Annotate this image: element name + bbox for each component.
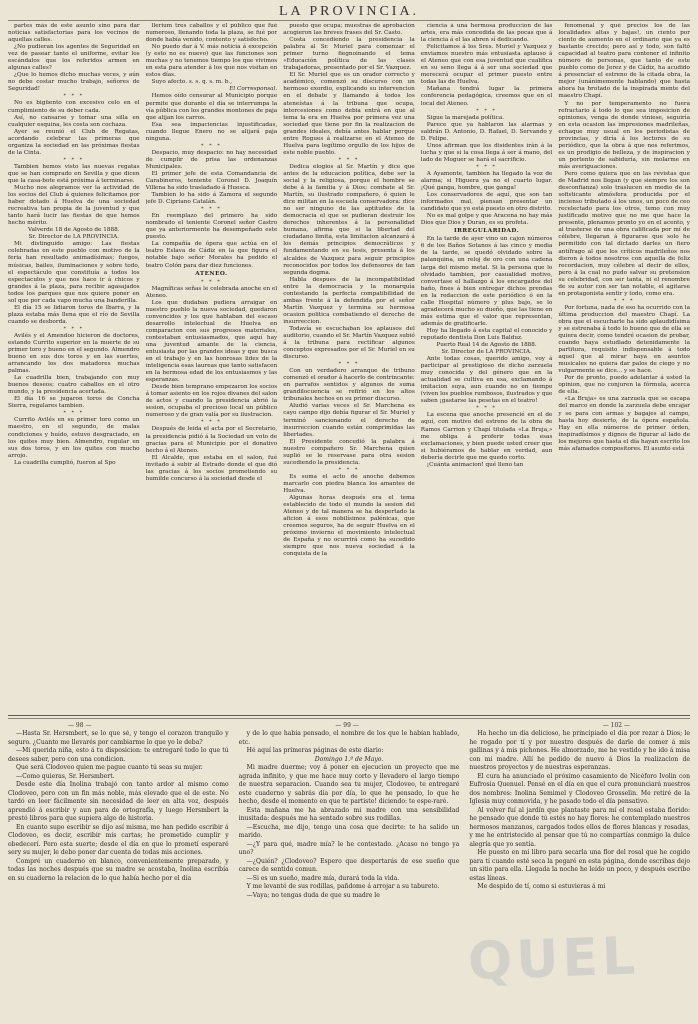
paragraph: Que será Clodoveo quien me pague cuanto tú seas su mujer. — [16, 764, 203, 771]
section-ornament: * * * — [201, 419, 222, 426]
paragraph: Domingo 1.º de Mayo. — [314, 755, 384, 763]
paragraph: llerium tres caballos y el público que fué numeroso, llenando toda la plaza, se fué por donde había venido, contento y satisfecho. — [145, 23, 278, 44]
paragraph: Me despido de tí, como si estuvieras á mi — [477, 883, 606, 890]
section-ornament: * * * — [201, 142, 222, 149]
masthead-title: LA PROVINCIA. — [278, 4, 420, 19]
paragraph: ciencia á una hermosa produccion de las artes, era más concedida de las pocas que á la ciencia á el las abren sí dedicando. — [420, 23, 553, 44]
folio-left: — 98 — — [68, 722, 92, 729]
paragraph: En reemplazo del primero ha sido nombrado el teniente Coronel señor Castro que ya anteriormente ha desempeñado este puesto. — [145, 213, 278, 241]
paragraph: Después de leida el acta por el Secretario, la presidencia pidió á la Sociedad un voto de gracias para el Municipio por el donativo hecho á el Ateneo. — [145, 426, 278, 454]
section-ornament: * * * — [338, 361, 360, 368]
paragraph: ¿Que lo hemos dicho muchas veces, y aún no debe costar mucho trabajo, señores de Seguridad! — [8, 72, 140, 93]
paragraph: Ante todas cosas, querido amigo, voy á participar al prestigioso de dicho zarzuela muy conocida y del género que en la actualidad se cultiva en esa, exclamando á imitacion suya, aun cuando no en tiempo (viven los pueblos rumbosos, ilustrados y que saben ¡gastarse las pesetas en el teatro! — [420, 356, 553, 405]
paragraph: En cuanto supo escribir se dijo así misma, me han pedido escribir á Clodoveo, es decir, escribir mis cartas; he prometido cumplir y obedecerí. Pero esta suerte; desde el día en que lo prometí esperaré sery su mujer, le debo poner dar cuenta de todas mis acciones. — [8, 823, 229, 856]
paragraph: Por fortuna, nada de eso ha ocurrido con la última produccion del maestro Chapí. La obra que el escucharle ha sido aplaudidísima y se estrenaba á todo lo bueno que de ella se quiera decir, como tendré ocasion de probar, cuando haya estudiado detenidamente la partitura, requisito indispensable á todo aquel que al mirar haya en asuntos musicales no quiera dar palos de ciego y no vulgarmente se dice... y se hace. — [558, 304, 690, 375]
paragraph: Esa sea impaciencias injustificadas, cuando llegue Enero no se alijará paja ninguna. — [145, 121, 278, 142]
news-column-1 — [8, 23, 140, 713]
paragraph: El día 15 se lidiaron toros de Ibarra, y la plaza estaba más llena que el río de Sevilla cuando se desborda. — [8, 304, 140, 325]
paragraph: ¡Cuánta animacion! qué lleno tan — [426, 461, 524, 468]
paragraph: Felicitamos á los Sres. Muriel y Vazquez y enviamos nuestro más entusiasta aplauso á el Ateneo que con esa juventud que cualifica en su seno llega á á ser una sociedad que merecerá ocupar el primer puesto entre todas las de Huelva. — [420, 44, 553, 86]
paragraph: —¿Quién? ¿Clodoveo? Espero que despertarás de ese sueño que carece de sentido comun. — [238, 857, 460, 873]
paragraph: El Corresponsal. — [229, 86, 278, 93]
paragraph: Mucho nos alegramos ver la actividad de los socios del Club á quienes felicitamos por haber dotado á Huelva de una sociedad recreativa tan propia de la juventud y que tanto hará lucir las fiestas de que hemos hecho mérito. — [8, 184, 140, 227]
paragraph: Desde bien temprano empezaron los socios á tomar asiento en los rojos divanes del salon de actos y cuando la presidencia abrió la sesion, ocupaba el precioso local un público numeroso y de gran valía por su ilustracion. — [145, 384, 278, 419]
paragraph: Con un verdadero arranque de tribuno comenzó el orador á hacerlo de contrincante: en parrafos sentidos y algunos de suma grandilocuencia se refirió en los altos tribunales hechos en su primer discurso. — [283, 368, 415, 403]
section-ornament: * * * — [63, 410, 85, 417]
paragraph: Magníficas señas le celebrada anoche en el Ateneo. — [145, 285, 278, 299]
paragraph: El cura ha anunciado el próximo casamiento de Nicéforo Ivolin con Eufrosia Quenuel. Pensé en el día en que el cura pronunciará nuestros dos nombres: Inolina Semimel y Clodoveo Grosselin. Me retiré de la Iglesia muy conmovida, y he pasado todo el día pensativo. — [469, 772, 690, 805]
folio-middle: — 99 — — [335, 722, 359, 729]
paragraph: y de lo que había pensado, el nombre de los que le habían hablado, etc. — [238, 730, 460, 746]
paragraph: Al volver fuí al jardín que plantaste para mí el rosal estaba florido: he pensado que donde tú estés no hay flores: he contemplado nuestros hermosos manzanos, cargados todos ellos de flores blancas y rosadas, y me he entristecido al pensar que tú no compartías conmigo la dulce alegría que yo sentía. — [469, 806, 690, 848]
paragraph: Todavía se escuchaban los aplausos del auditorio, cuando el Sr. Martín Vazquez subió á la tribuna para rectificar algunos conceptos expresados por el Sr. Muriel en su discurso. — [283, 325, 415, 361]
section-ornament: * * * — [201, 278, 222, 285]
section-ornament: * * * — [338, 156, 360, 163]
paragraph: El primer jefe de esta Comandancia de Carabineros, teniente Coronel D. Joaquín Villena ha sido trasladado á Huesca. — [145, 170, 278, 192]
section-ornament: * * * — [476, 107, 497, 114]
paragraph: Por de pronto, puedo adelantar á usted la opinion, que no conjuren la fórmula, acerca de ella. — [558, 375, 690, 396]
section-ornament: * * * — [476, 163, 497, 170]
paragraph: Ha hecho un día delicioso, he principiado el día por rezar á Dios; le he rogado por tí y por nuestro después de darle de comer á mis gallinas y á mis pichones. He almorzado, me he vestido y he ido á misa con mi madre. Allí he pedido de nuevo á Dios la realizacion de nuestros proyectos y de nuestras esperanzas. — [469, 730, 690, 771]
news-column-5 — [558, 23, 690, 713]
section-divider — [8, 715, 690, 719]
paragraph: Habla despues de la incompatibilidad entre la democracia y la monarquía contestando la perfecta compatibilidad de ambas frente á la defendida por el señor Martín Vazquez y termina su hermosa ocasion politica combatiendo el derecho de insurreccion. — [283, 276, 415, 325]
section-ornament: * * * — [63, 93, 85, 100]
paragraph: Tambien hemos visto las nuevas regatas que se han comprado en Sevilla y que dicen que la casa-bote está próxima á terminarse. — [8, 163, 140, 184]
paragraph: Compré un cuaderno en blanco, convenientemente preparado, y todas las noches después que su madre se acostaba, Inolina escribía en su cuaderno la relacion de lo que había hecho por el día — [8, 857, 229, 882]
paragraph: Es suma el acto de anoche debemos marcarlo con piedra blanca los amantes de Huelva. — [283, 473, 415, 494]
paragraph: Parece que ya hablaron las alarmas y saldrán D. Antonio, D. Rafael, D. Servando y D. Felipe. — [420, 121, 553, 142]
paragraph: —Mi querida niña, esto á tu disposicion: te entregaré todo lo que tú desees saber, pero con una condicion. — [8, 747, 229, 763]
paragraph: puesto que ocupa; muestras de aprobación acogieron las breves frases del Sr. Casto. — [283, 23, 415, 37]
paragraph: Hé aquí las primeras páginas de este diario: — [246, 747, 384, 754]
folletin-section — [8, 730, 690, 1024]
paragraph: En la tarde de ayer vino un cajon números 6 de los Baños Sotanos á las cinco y media de la tarde, se quedó olvidado sobre la palanquina, un reloj de oro con una cadena larga del mismo metal. Si la persona que lo olvidado tambien, por casualidad motivo, convertase el hallazgo á los encargados del baño, fines á bien entregar dichos prendas en la redaccion de este periódico ó en la calle Hospital número y plus bajo, se lo agradecerá mucho su dueño, que las tiene en más estima que el valor que representan, además de gratificarle. — [420, 236, 553, 327]
paragraph: Costa concediendo la presidencia la palabra al Sr. Muriel para comenzar el primer turno fiegnoinando el tema «Educación política de las clases trabajadoras, presentado por el Sr. Vazquez. — [283, 37, 415, 72]
paragraph: La cuadrilla bien, trabajando con muy buenos deseos; cuatro caballos en el otro mundo, y la presidencia acertada. — [8, 375, 140, 396]
paragraph: Mi distinguido amigo: Las fiestas celebradas en este pueblo con motivo de la feria han resultado animadísimas; fuegos, músicas, bailes, iluminaciones y sobre todo, el espectáculo que constituía a todos los espectaculos y que nos hace ir á chicos y grandes á la plaza, para recibir agasajados todos los parques que nos quiere poner en sol que por cada vapo mucha una banderilla. — [8, 241, 140, 304]
news-column-2 — [146, 23, 278, 713]
news-section — [8, 20, 690, 713]
paragraph: El Alcalde, que estaba en el salon, fué invitado á subir al Estrado donde el que dió las gracias á los socios prometiendo su humilde concurso á la sociedad desde el — [145, 454, 278, 482]
paragraph: Tambien lo ha sido á Zamora el segundo jefe D. Cipriano Catalán. — [145, 192, 278, 206]
folletin-page-numbers — [8, 721, 690, 730]
folletin-column-3 — [469, 730, 690, 1024]
library-stamp: QUEL — [467, 926, 641, 993]
paragraph: No es mal golpe y que Aracena no hay más Dios que Dios y Duran, es su profeta. — [420, 213, 553, 227]
paragraph: No es bigüento con excesivo celo en el cumplimiento de su deber cada. — [8, 100, 140, 114]
folletin-column-2 — [239, 730, 460, 1024]
paragraph: Mañana tendrá lugar la primera conferencia pedagógica, creemos que en el local del Ateneo. — [420, 86, 553, 107]
paragraph: Algunas horas después era el tema establecido de todo el mundo la sesion del Ateneo y de tal manera se ha despertado la aficion á esos nobilísimos palénicas, que creemos seguros, ha de seguir Huelva en el próximo invierno el movimiento intelectual de España y no ocurrirá como ha sucedido siempre que nos nueva sociedad á la conquista de la — [283, 495, 415, 558]
section-heading: ATENEO. — [195, 270, 228, 277]
paragraph: El Presidente concedió la palabra á nuestro compañero Sr. Marchena quien suplió se le reservase para otra sesion sucediendo la presidencia. — [283, 438, 415, 466]
paragraph: Desde este día Inolina trabajó con tanto ardor al mismo como Clodoveo, pero con un fin más noble, más elevado que el de este. No tardó en leer fácilmente sin necesidad de leer en alta voz, después aprendió á escribir y aun para de ortografía, y luego Hersmbert la prestó libros para que supiera algo de historia. — [8, 781, 229, 822]
paragraph: Hoy ha llegado á esta capital el conocido y reputado dentista Don Luis Balduz. — [420, 327, 553, 341]
paragraph: —¿Y para qué, madre mía? le he contestado. ¿Acaso no tengo ya uno? — [238, 840, 460, 856]
paragraph: ¿No pudieran los agentes de Seguridad en vez de pasear tanto el uniforme, evitar los escándalos que los referidos armen en algunas calles? — [8, 44, 140, 72]
paragraph: —Si es un sueño, madre mía, durará toda la vida. — [246, 874, 400, 882]
paragraph: Currito Avilés en su primer toro como un maestro, en el segundo, de malas condiciones y huído, estuvo desgraciado, en los quites muy bien. Almendro, regular en sus dos toros, y en los quites con mucho arrojo. — [8, 417, 140, 459]
paragraph: —Vaya; no tengas duda de que su madre le — [246, 891, 380, 899]
paragraph: No puedo dar á V. más noticia á excepción (y esto no es nuevo) que las funciones son muchas y no tenemos tiempo los que vivimos en esta para atender á los que nos visitan en estos días. — [145, 44, 278, 79]
paragraph: Valverde 18 de Agosto de 1888. — [28, 227, 120, 234]
section-ornament: * * * — [63, 156, 85, 163]
folio-right: — 102 — — [602, 722, 630, 729]
paragraph: Hemos oído censurar al Municipio porque permite que durante el día se interrumpa la vía pública con los grandes montones de paja que alijan los carros. — [145, 93, 278, 121]
news-column-4 — [421, 23, 553, 713]
paragraph: Mi madre duerme; voy á poner en ejecucion un proyecto que me agrada infinito, y que me hace muy corto y llevadero el largo tiempo de nuestra separacion. Cuando sea tu mujer, Clodoveo, te entregaré este cuaderno y sabrás día por día, lo que he pensado, lo que he hecho, desde el momento en que te partiste! diciendo: te espe-raré. — [238, 764, 460, 805]
news-column-3 — [283, 23, 415, 713]
paragraph: Avilés y el Amendoo hicieron de doctores, estando Currito superior en la muerte de su primer toro y bueno en el segundo. Almendro bueno en sus dos toros y en las suertes, arrancando los dos matadores muchas palmas. — [8, 332, 140, 375]
section-ornament: * * * — [613, 297, 635, 304]
paragraph: Los que dudaban pudiera arraigar en nuestro pueblo la nueva sociedad, quedaron convencidos y los que hablaban del escaso desarrollo intelectual de Huelva en comparacion con sus progresos materiales, contestaban entusiasmados, que aquí hay una juventud amante de la ciencia, entusiasta por las grandes ideas y que busca en el trabajo y en las honrosas lides de la inteligencia esas laureas que tanto satisfacen en la hermosa edad de los entusiasmos y las esperanzas. — [145, 299, 278, 384]
paragraph: El Sr. Muriel que es un orador correcto y académico, comenzó su discurso con un hermoso exordio, explicando su intervencion en el debate y llamando á todos los ateneístas á la tribuna que ocupa, intercesiones como debia entrá en que al tema la era en Huelva por primera vez una sociedad que tiene por fin la realizacion de grandes ideales, debía antes hablar porque entre Rogues á realizarse en el Ateneo de Huelva para legítimo orgullo de los hijos de este noble pueblo. — [283, 72, 415, 156]
folletin-column-1 — [8, 730, 229, 1024]
paragraph: —Como quieras, Sr. Hersmbert. — [16, 772, 115, 780]
section-ornament: * * * — [201, 206, 222, 213]
paragraph: «La Bruja» es una zarzuela que se escapa del marco en donde la zarzuela debe encajar y se para con armas y bagajes al campo, hasta hoy desierto, de la ópera española. Hay en ella números de primer órden, inspiradísimos y dignos de figurar al lado de los mejores que hasta el día hayan escrito los más afamados compositores. El asunto está — [558, 396, 690, 452]
paragraph: Suyo afecto. s. s. q. s. m. b., — [151, 79, 232, 86]
section-heading: IRREGULARIDAD. — [454, 228, 520, 235]
paragraph: Así, no cansarse y tomar una silla en cualquier esquina, les costa son cochaza. — [8, 114, 140, 128]
paragraph: La cuadrilla cumplió, fueron al Spo — [14, 459, 116, 466]
paragraph: Y no por temperamento no fuera refractario á todo lo que sea imposicion de opiniones, venga de donde viniese, seguiría en esta ocasion las impresiones madrileñas, echaque muy usual en los periodistas de provincias, y diría á los lectores de su periódico, que la obra á que nos referimos, es un prodigio de belleza, y de inspiracion y un portento de sabiduría, sin molarme en más averiguaciones. — [558, 100, 690, 170]
paragraph: —Escucha, me dijo, tengo una cosa que decirte: te ha salido un marido. — [238, 823, 460, 839]
paragraph: Sigue la marejada política. — [426, 114, 505, 121]
section-ornament: * * * — [338, 466, 360, 473]
paragraph: —Hasta Sr. Hersmbert, se lo que sé, y tengo el corazon tranquilo y seguro. ¿Cuanto me llevarés por cambiarme lo que yo le deba? — [8, 730, 229, 746]
paragraph: El día 16 se jugaron toros de Concha Sierra, regulares tambien. — [8, 396, 140, 410]
paragraph: Esta mañana me ha abrazado mi madre con una sensibilidad inusitada: después me ha sentado sobre sus rodillas. — [238, 806, 460, 822]
paragraph: Unos afirman que los disidentes irán á la lucha y que si la cosa llega á ser á mano, del lado de Moguer se hará el sacrificio. — [420, 142, 553, 163]
section-ornament: * * * — [476, 405, 497, 412]
paragraph: He puesto en mi libro para secarla una flor del rosal que he cogido para tí cuando esté seca la pegaré en esta página, donde escribas dejo un sitio para ella. Llegada la noche he leído un poco, y después escribo estas líneas. — [469, 849, 690, 882]
paragraph: Pero como quiera que en las revistas que de Madrid nos llegan (y que siempre los son desconfianza) solo traslucen en medio de la sofisticante atmósfera producida por el incienso tributado á los unos, un poco de ceo recelectado para los otros, temo con muy justificado motivo que no me que hace la presente, plenamos pronto yo en el acento, y al trasterse de una obra calificada por mí de célebre, llegaran á figurarse que solo he permitido con tal dictado darles un fiero antífrago al que los críticos madrileños nos dieron á todos nosotros con aquella de feliz recordacion, muy célebre al decir de ellos, pero á la cual no pudo salvar su pretension su celebridad, con ser tanta, ni el renombre de su autor con ser tan notable, el agitarse en protagonista sentir y todo, como era. — [558, 170, 690, 297]
paragraph: Dedica elogios al Sr. Martín y dice que antes de la educacion política, debe ser la social y la religiosa, porque el hombre se debe á la familia y á Dios; combate al Sr. Martín, su ilustrado compañero, ó quien le dice militan en la escuela conservadora: dice no ser ninguno de las aptitudes de la democracia el que se pudieran destruir los derechos inherentes á la personalidad humana, afirma que si la libertad del ciudadano limita, esta limitacion alcanzará á los demás principios democráticos y fundamentando en su tesis, presenta á los alcaldes de Vazquez para seguir principios reconocidos por todos los defensores de tan segunda dogma. — [283, 163, 415, 276]
paragraph: Los conservadores de aquí, que son tan informados mal, piensan presentar un candidato que yo está puesto en otro distrito. — [420, 192, 553, 213]
paragraph: Aludió varias veces el Sr. Marchena es cayo campo dijo debía figurar el Sr. Muriel y terminó sancionando el derecho de insurreccion cuando están comprimidas las libertades. — [283, 403, 415, 438]
paragraph: Y me levanté de sus rodillas, pañdome á arrojar a su tabureto. — [246, 883, 440, 890]
paragraph: Sr. Director de LA PROVINCIA. — [441, 349, 532, 356]
paragraph: partes más de este asunto sino para dar noticias satisfactorias para los vecinos de aquellas calles. — [8, 23, 140, 44]
paragraph: Ayer se reunió el Club de Regatas, acordando celebrar las primeras que organiza la sociedad en las próximas fiestas de la Cinta. — [8, 128, 140, 156]
paragraph: Sr. Director de LA PROVINCIA. — [28, 234, 120, 241]
section-ornament: * * * — [63, 325, 85, 332]
paragraph: Puerto Real 14 de Agosto de 1888. — [436, 342, 537, 349]
paragraph: A Ayamonte, tambien ha llegado la voz de alarma; si Higuera ya no el cuarto lugar. ¡Qué ganga, hombre, que ganga! — [420, 170, 553, 191]
paragraph: Despacio, muy despacio: no hay necesidad de cumplir de prisa las ordenanzas Municipales. — [145, 149, 278, 170]
paragraph: La compañía de ópera que actúa en el teatro Eslava de Cádiz en la que figura el notable bajo señor Morales ha pedido el teatro Colón para dar diez funciones. — [145, 241, 278, 269]
paragraph: fenomenal y qué precios los de las localidades altas y bajas!, un ciento por ciento de aumento en el ordinario que ya es bastante crecido; pero así y todo, son faltó capacidad al teatro para contener el infinito número de personas, que tanto de este pueblo como de Jerez y de Cádiz, ha acudido á presenciar el estreno de la citada obra, la mejor (unánimemente hablando) que hasta ahora ha brotado de la inspirada mente del maestro Chapí. — [558, 23, 690, 100]
paragraph: La escena que anoche presencié en el de aquí, con motivo del estreno de la obra de Ramos Carrion y Chapí titulada «La Bruja,» me obliga á proferir todas esas exclamaciones, y bien puede usted creer que si hubiéramos de hablar en verdad, aun debería decirle que me quedo corto. — [420, 412, 553, 461]
